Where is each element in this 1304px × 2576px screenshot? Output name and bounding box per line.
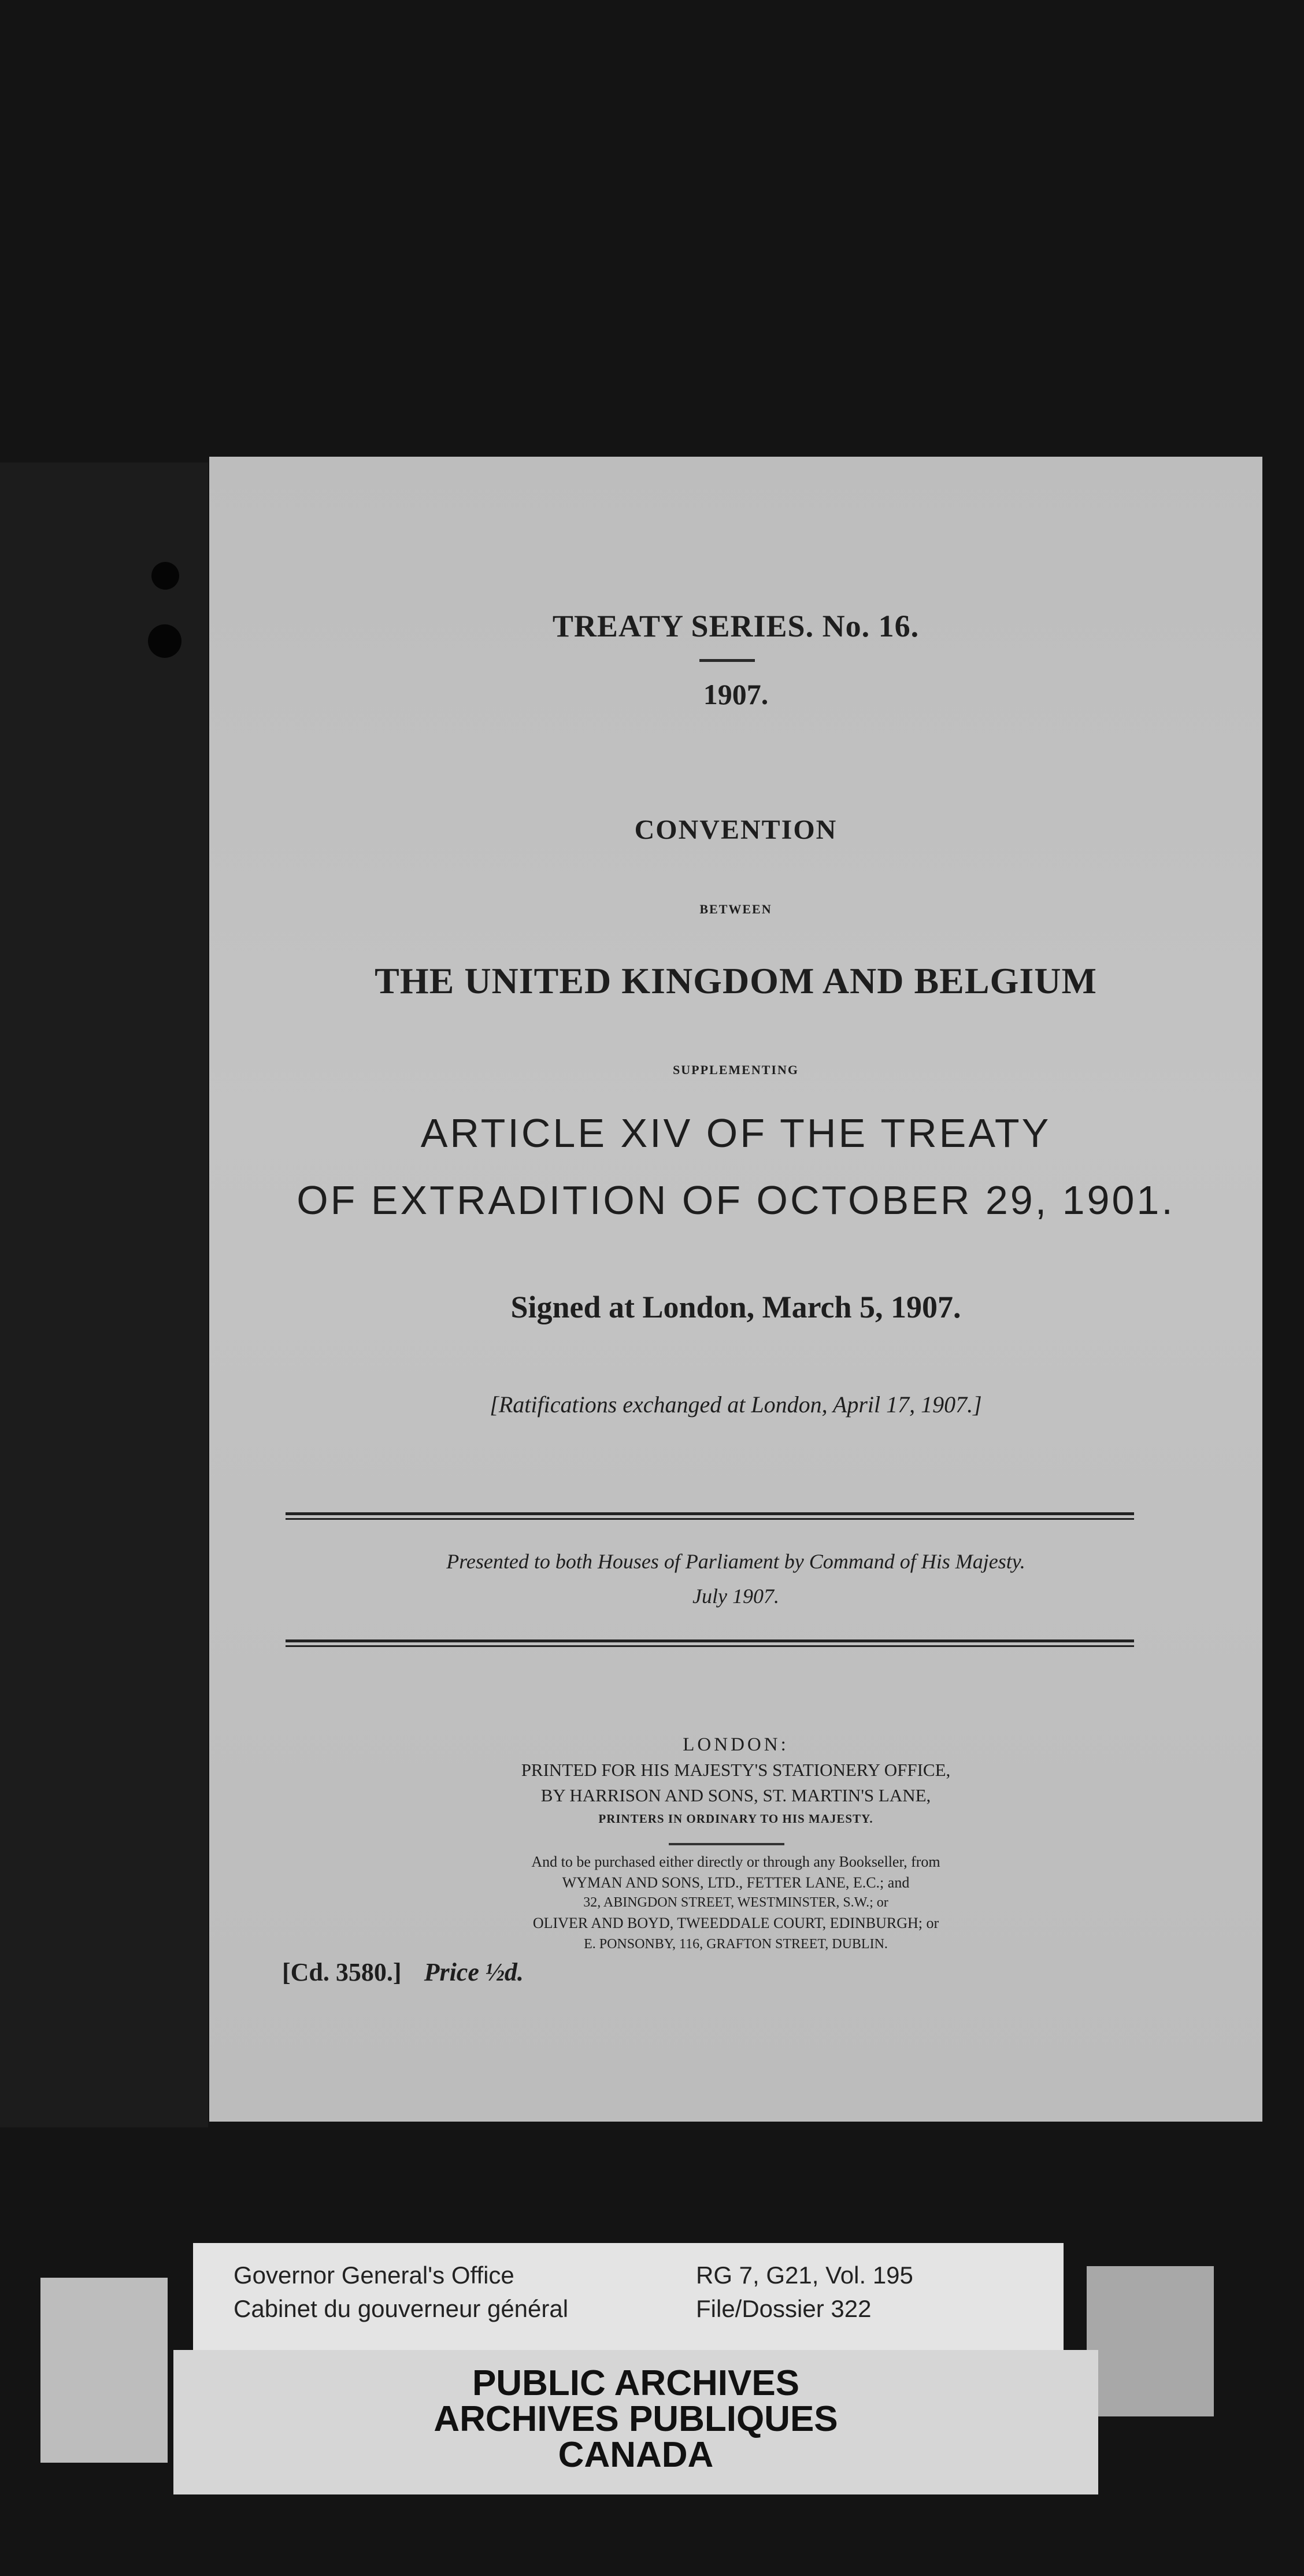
- double-rule-top-inner: [286, 1518, 1134, 1520]
- punch-hole: [148, 624, 181, 658]
- archive-stamp-line: ARCHIVES PUBLIQUES: [434, 2399, 838, 2439]
- archive-stamp: [173, 2350, 1098, 2494]
- short-rule: [699, 659, 755, 662]
- double-rule-bottom: [286, 1639, 1134, 1642]
- printer-line: PRINTERS IN ORDINARY TO HIS MAJESTY.: [598, 1812, 873, 1826]
- archive-tab-left: [40, 2278, 168, 2463]
- document-page: [209, 457, 1262, 2122]
- article-heading-line-1: ARTICLE XIV OF THE TREATY: [420, 1111, 1051, 1156]
- document-type: CONVENTION: [634, 815, 838, 845]
- ratifications-note: [Ratifications exchanged at London, April 17, 1907.]: [490, 1391, 982, 1417]
- archive-reference-label: [193, 2243, 1064, 2364]
- binding-strip: [0, 462, 208, 2127]
- file-reference: File/Dossier 322: [696, 2295, 872, 2322]
- article-heading-line-2: OF EXTRADITION OF OCTOBER 29, 1901.: [297, 1178, 1175, 1223]
- treaty-series-number: TREATY SERIES. No. 16.: [552, 609, 920, 643]
- record-group-reference: RG 7, G21, Vol. 195: [696, 2262, 913, 2289]
- office-french: Cabinet du gouverneur général: [234, 2295, 569, 2322]
- price: Price ½d.: [424, 1958, 524, 1986]
- command-paper-line: [282, 1957, 524, 1987]
- purchase-line: And to be purchased either directly or through any Bookseller, from: [531, 1853, 940, 1870]
- signed-line: Signed at London, March 5, 1907.: [510, 1290, 961, 1324]
- parties-heading: THE UNITED KINGDOM AND BELGIUM: [375, 960, 1097, 1001]
- purchase-line: E. PONSONBY, 116, GRAFTON STREET, DUBLIN.: [584, 1937, 888, 1952]
- between-label: BETWEEN: [699, 902, 772, 916]
- purchase-line: 32, ABINGDON STREET, WESTMINSTER, S.W.; or: [583, 1895, 888, 1910]
- printer-line: PRINTED FOR HIS MAJESTY'S STATIONERY OFFICE,: [521, 1760, 951, 1780]
- archive-stamp-line: PUBLIC ARCHIVES: [472, 2363, 800, 2403]
- printer-city: LONDON:: [683, 1734, 789, 1755]
- short-rule: [669, 1843, 784, 1845]
- presentation-date: July 1907.: [692, 1585, 779, 1608]
- presentation-note: Presented to both Houses of Parliament by Command of His Majesty.: [446, 1550, 1025, 1573]
- purchase-line: OLIVER AND BOYD, TWEEDDALE COURT, EDINBURGH; or: [532, 1915, 939, 1931]
- archive-stamp-line: CANADA: [558, 2435, 714, 2475]
- double-rule-top: [286, 1512, 1134, 1515]
- supplementing-label: SUPPLEMENTING: [673, 1063, 799, 1077]
- printer-line: BY HARRISON AND SONS, ST. MARTIN'S LANE,: [540, 1785, 931, 1805]
- double-rule-bottom-inner: [286, 1645, 1134, 1647]
- treaty-year: 1907.: [703, 678, 769, 710]
- archive-tab-right: [1087, 2266, 1214, 2416]
- purchase-line: WYMAN AND SONS, LTD., FETTER LANE, E.C.; and: [562, 1874, 910, 1891]
- command-number: [Cd. 3580.]: [282, 1958, 402, 1986]
- punch-hole: [151, 562, 179, 590]
- office-english: Governor General's Office: [234, 2262, 514, 2289]
